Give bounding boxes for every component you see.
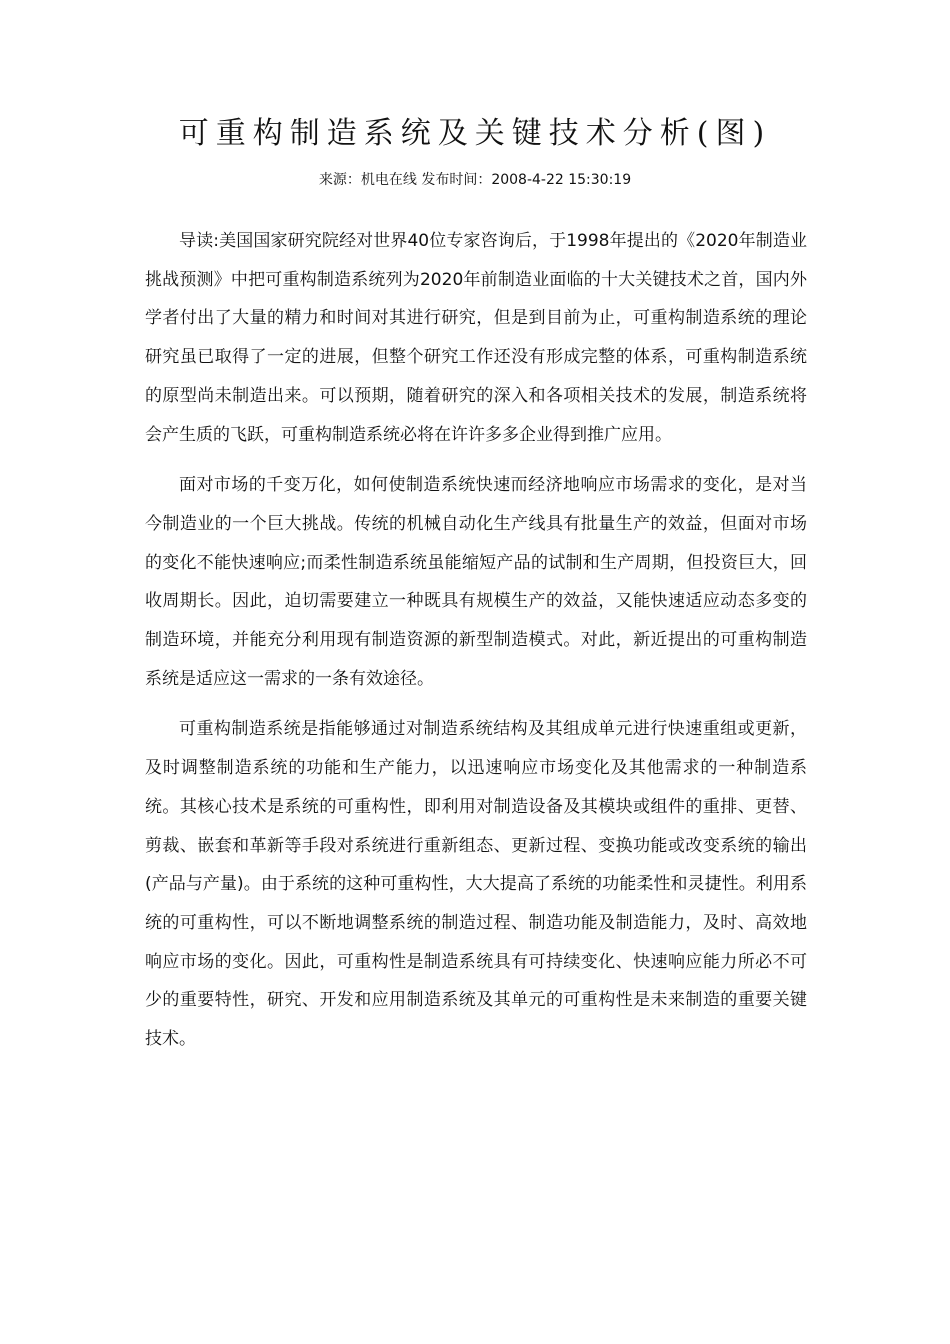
source-and-date: 来源：机电在线 发布时间：2008-4-22 15:30:19 (318, 172, 632, 188)
paragraph-challenge: 面对市场的千变万化，如何使制造系统快速而经济地响应市场需求的变化，是对当今制造业的一个巨大挑战。传统的机械自动化生产线具有批量生产的效益，但面对市场的变化不能快速响应;而柔性制造系统虽能缩短产品的试制和生产周期，但投资巨大，回收周期长。因此，迫切需要建立一种既具有规模生产的效益，又能快速适应动态多变的制造环境，并能充分利用现有制造资源的新型制造模式。对此，新近提出的可重构制造系统是适应这一需求的一条有效途径。 (145, 475, 807, 689)
article-body (145, 222, 807, 1071)
paragraph-intro: 导读:美国国家研究院经对世界40位专家咨询后，于1998年提出的《2020年制造业挑战预测》中把可重构制造系统列为2020年前制造业面临的十大关键技术之首，国内外学者付出了大量的精力和时间对其进行研究，但是到目前为止，可重构制造系统的理论研究虽已取得了一定的进展，但整个研究工作还没有形成完整的体系，可重构制造系统的原型尚未制造出来。可以预期，随着研究的深入和各项相关技术的发展，制造系统将会产生质的飞跃，可重构制造系统必将在许许多多企业得到推广应用。 (145, 231, 807, 445)
page-title: 可重构制造系统及关键技术分析(图) (178, 116, 772, 151)
paragraph-definition: 可重构制造系统是指能够通过对制造系统结构及其组成单元进行快速重组或更新，及时调整制造系统的功能和生产能力，以迅速响应市场变化及其他需求的一种制造系统。其核心技术是系统的可重构性，即利用对制造设备及其模块或组件的重排、更替、剪裁、嵌套和革新等手段对系统进行重新组态、更新过程、变换功能或改变系统的输出(产品与产量)。由于系统的这种可重构性，大大提高了系统的功能柔性和灵捷性。利用系统的可重构性，可以不断地调整系统的制造过程、制造功能及制造能力，及时、高效地响应市场的变化。因此，可重构性是制造系统具有可持续变化、快速响应能力所必不可少的重要特性，研究、开发和应用制造系统及其单元的可重构性是未来制造的重要关键技术。 (145, 719, 807, 1050)
